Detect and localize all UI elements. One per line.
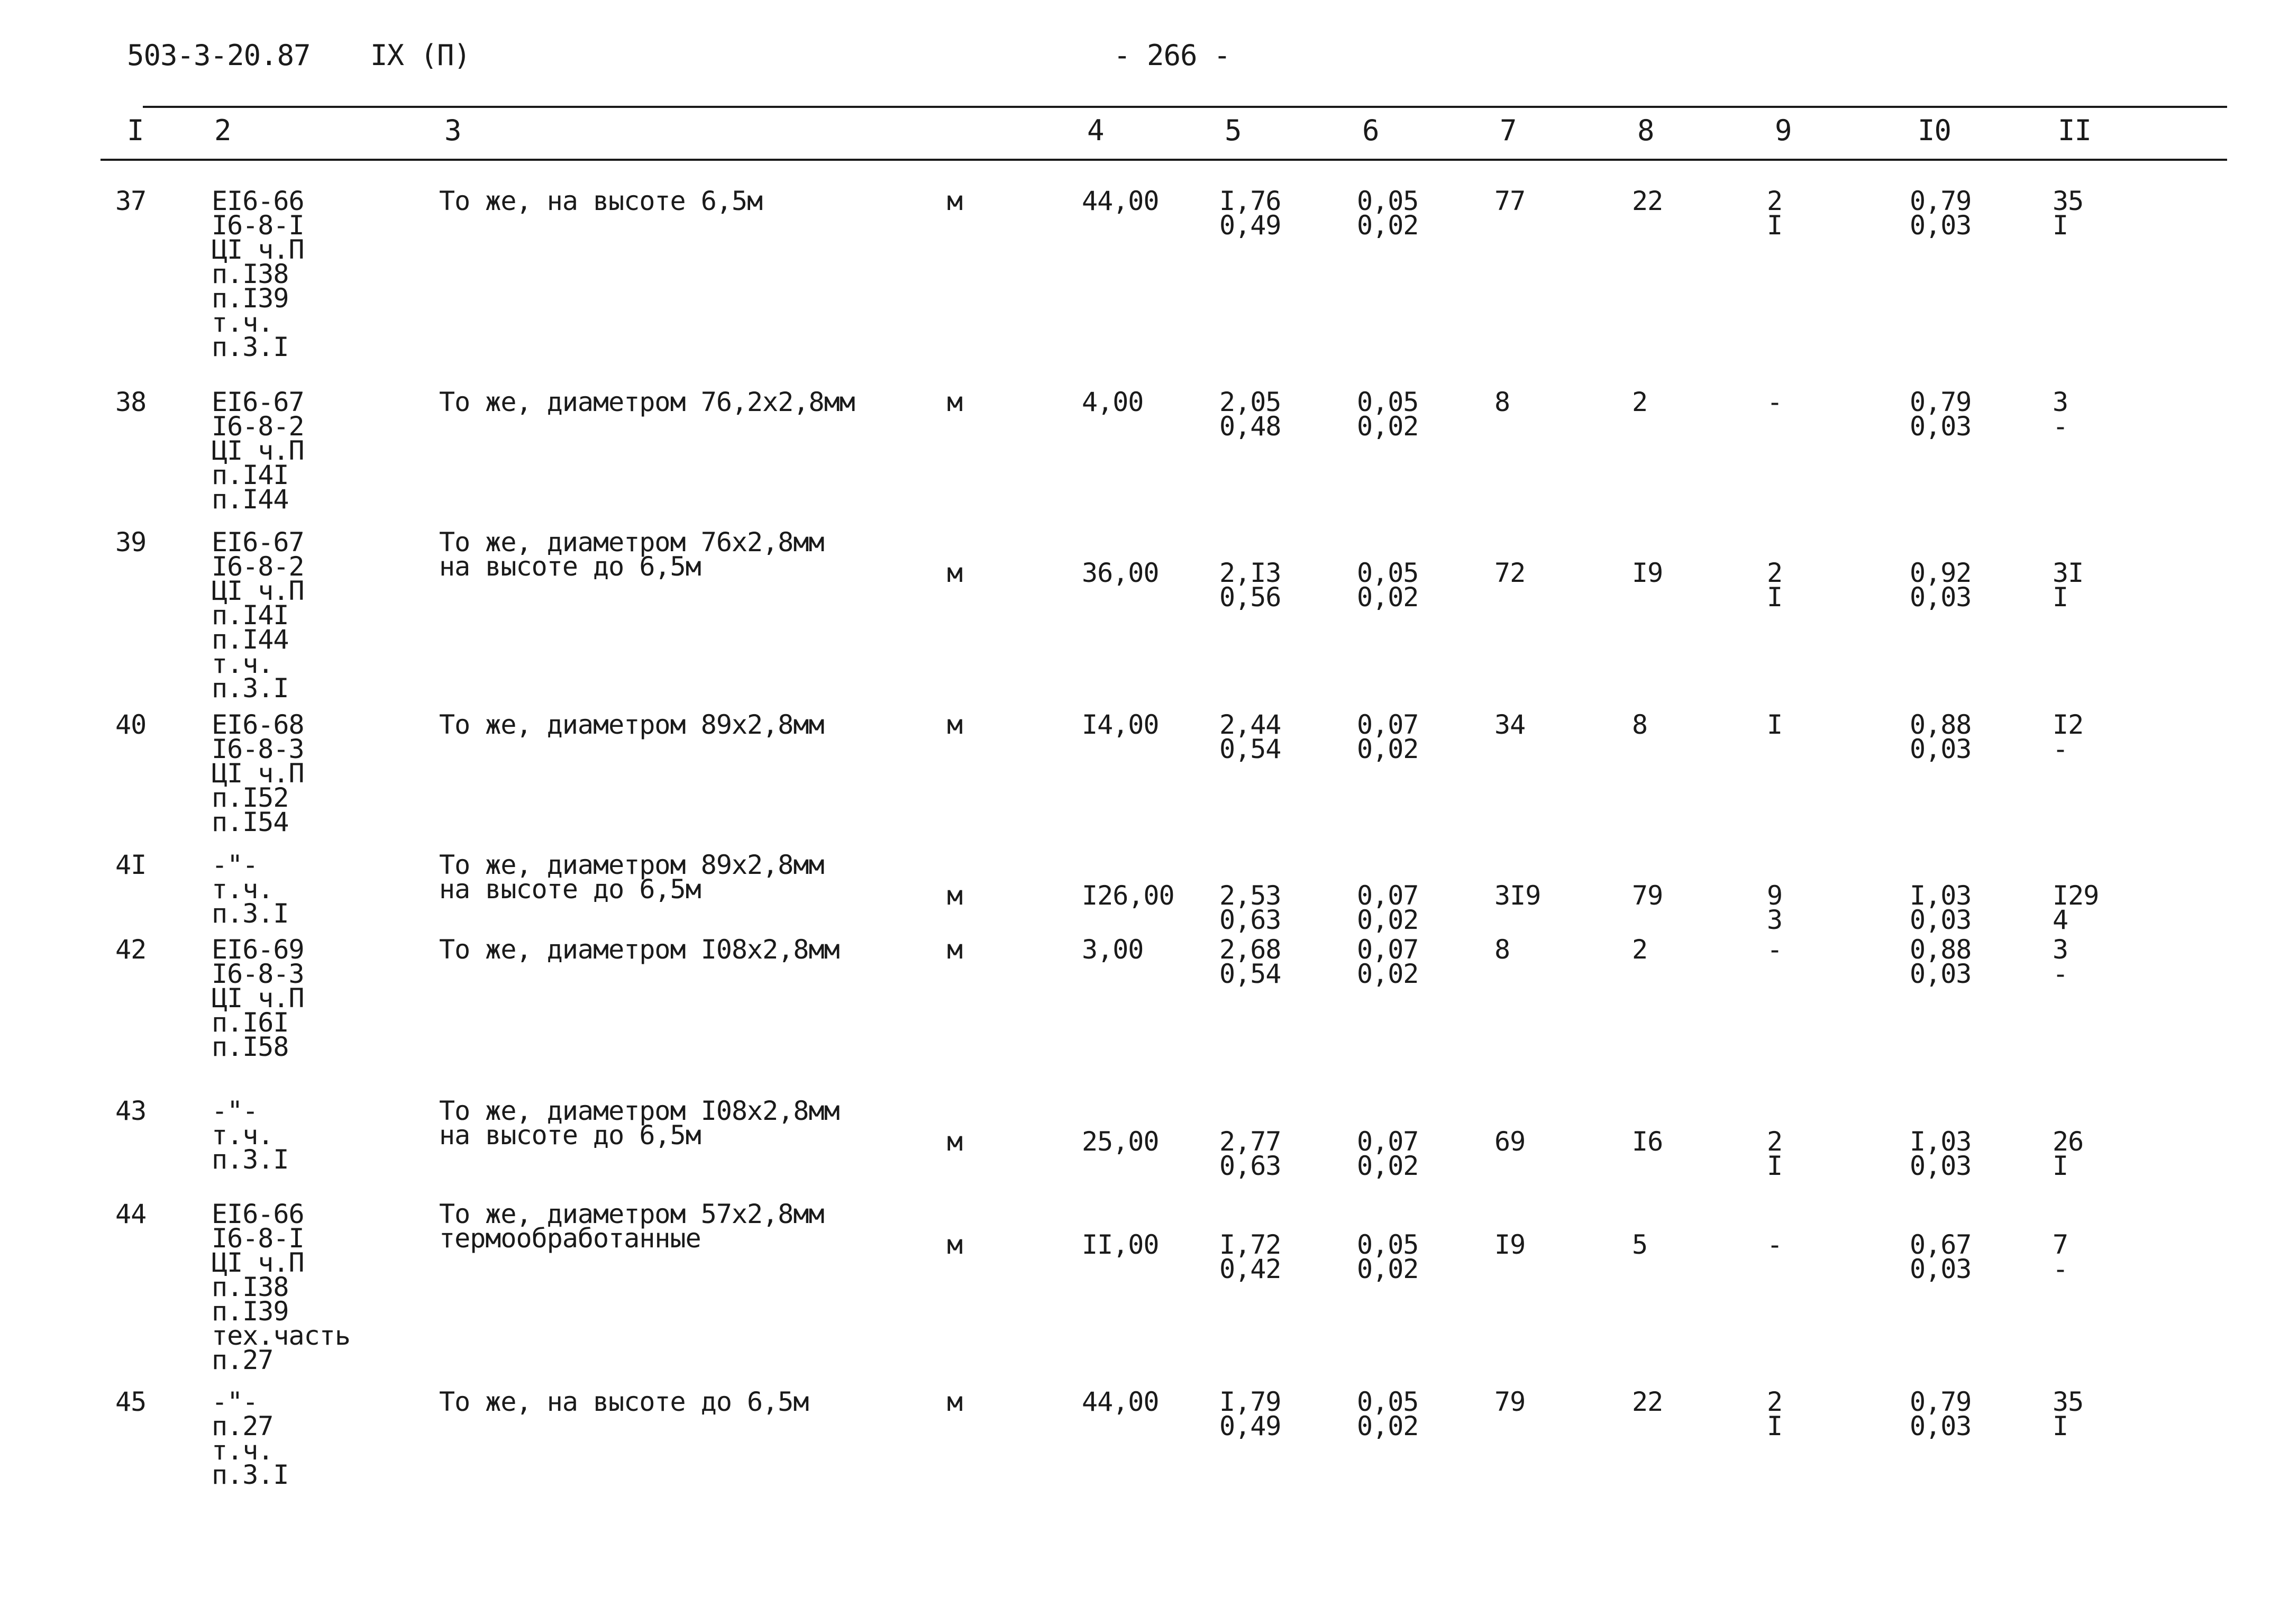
cell-col7: 77 <box>1494 186 1526 216</box>
row-number: 45 <box>115 1386 147 1417</box>
row-quantity: II,00 <box>1082 1229 1159 1260</box>
cell-col9: 2 <box>1767 186 1783 216</box>
row-unit: м <box>947 387 963 417</box>
cell-col6: 0,02 <box>1357 959 1419 989</box>
cell-col5: 0,56 <box>1219 582 1281 613</box>
column-header: 2 <box>214 114 231 147</box>
cell-col11: I29 <box>2053 880 2099 911</box>
cell-col5: 0,49 <box>1219 1411 1281 1441</box>
row-code-line: т.ч. <box>212 307 273 338</box>
cell-col6: 0,05 <box>1357 1386 1419 1417</box>
cell-col5: 0,42 <box>1219 1254 1281 1284</box>
row-code-line: п.I54 <box>212 807 289 837</box>
cell-col9: I <box>1767 709 1783 740</box>
cell-col10: 0,88 <box>1910 934 1972 965</box>
cell-col5: 2,44 <box>1219 709 1281 740</box>
column-header: 5 <box>1225 114 1242 147</box>
cell-col6: 0,05 <box>1357 558 1419 588</box>
cell-col9: 3 <box>1767 905 1783 935</box>
row-unit: м <box>947 934 963 965</box>
cell-col6: 0,02 <box>1357 411 1419 442</box>
cell-col11: I <box>2053 1151 2068 1181</box>
row-code-line: п.3.I <box>212 1459 289 1490</box>
row-code-line: ЦI ч.П <box>212 576 304 606</box>
cell-col6: 0,05 <box>1357 1229 1419 1260</box>
cell-col5: 0,48 <box>1219 411 1281 442</box>
row-code-line: EI6-66 <box>212 186 304 216</box>
row-code-line: т.ч. <box>212 1120 273 1151</box>
cell-col9: - <box>1767 387 1783 417</box>
row-number: 38 <box>115 387 147 417</box>
row-code-line: I6-8-3 <box>212 959 304 989</box>
cell-col5: I,72 <box>1219 1229 1281 1260</box>
row-code-line: I6-8-2 <box>212 411 304 442</box>
doc-code: 503-3-20.87 <box>127 39 311 72</box>
cell-col11: - <box>2053 734 2068 764</box>
row-quantity: 36,00 <box>1082 558 1159 588</box>
row-quantity: 3,00 <box>1082 934 1144 965</box>
cell-col7: 8 <box>1494 934 1510 965</box>
row-code-line: -"- <box>212 1386 258 1417</box>
cell-col5: 2,I3 <box>1219 558 1281 588</box>
cell-col10: 0,92 <box>1910 558 1972 588</box>
cell-col5: 2,68 <box>1219 934 1281 965</box>
cell-col10: 0,03 <box>1910 582 1972 613</box>
cell-col11: I <box>2053 210 2068 241</box>
cell-col7: 3I9 <box>1494 880 1541 911</box>
row-quantity: 25,00 <box>1082 1126 1159 1157</box>
cell-col11: 7 <box>2053 1229 2068 1260</box>
cell-col10: 0,79 <box>1910 1386 1972 1417</box>
cell-col11: - <box>2053 1254 2068 1284</box>
row-code-line: ЦI ч.П <box>212 234 304 265</box>
cell-col6: 0,07 <box>1357 880 1419 911</box>
cell-col6: 0,02 <box>1357 1254 1419 1284</box>
row-code-line: I6-8-I <box>212 210 304 241</box>
row-code-line: I6-8-2 <box>212 551 304 582</box>
row-unit: м <box>947 1229 963 1260</box>
cell-col7: 34 <box>1494 709 1526 740</box>
cell-col5: I,79 <box>1219 1386 1281 1417</box>
cell-col6: 0,02 <box>1357 1151 1419 1181</box>
row-description-line: термообработанные <box>439 1223 701 1254</box>
row-unit: м <box>947 186 963 216</box>
row-code-line: п.I38 <box>212 259 289 289</box>
cell-col11: 26 <box>2053 1126 2084 1157</box>
row-description-line: То же, на высоте до 6,5м <box>439 1386 809 1417</box>
cell-col5: 2,05 <box>1219 387 1281 417</box>
cell-col7: 72 <box>1494 558 1526 588</box>
row-code-line: ЦI ч.П <box>212 435 304 466</box>
row-code-line: I6-8-3 <box>212 734 304 764</box>
row-number: 44 <box>115 1199 147 1229</box>
cell-col6: 0,05 <box>1357 186 1419 216</box>
cell-col9: I <box>1767 582 1783 613</box>
column-header: 3 <box>444 114 461 147</box>
cell-col11: I2 <box>2053 709 2084 740</box>
cell-col5: 0,63 <box>1219 1151 1281 1181</box>
row-number: 37 <box>115 186 147 216</box>
cell-col6: 0,02 <box>1357 734 1419 764</box>
row-description-line: То же, на высоте 6,5м <box>439 186 763 216</box>
row-description-line: То же, диаметром 89х2,8мм <box>439 709 824 740</box>
cell-col10: 0,67 <box>1910 1229 1972 1260</box>
row-code-line: ЦI ч.П <box>212 983 304 1014</box>
row-unit: м <box>947 709 963 740</box>
column-header: I0 <box>1918 114 1951 147</box>
cell-col9: - <box>1767 1229 1783 1260</box>
row-quantity: 4,00 <box>1082 387 1144 417</box>
cell-col9: I <box>1767 1411 1783 1441</box>
row-code-line: EI6-68 <box>212 709 304 740</box>
cell-col8: 5 <box>1632 1229 1648 1260</box>
row-unit: м <box>947 1126 963 1157</box>
row-unit: м <box>947 558 963 588</box>
cell-col10: 0,03 <box>1910 210 1972 241</box>
cell-col10: 0,88 <box>1910 709 1972 740</box>
cell-col5: 2,77 <box>1219 1126 1281 1157</box>
row-unit: м <box>947 880 963 911</box>
cell-col11: I <box>2053 1411 2068 1441</box>
cell-col6: 0,07 <box>1357 1126 1419 1157</box>
page-number: - 266 - <box>1114 39 1230 72</box>
row-code-line: п.I58 <box>212 1032 289 1062</box>
row-number: 4I <box>115 850 147 880</box>
cell-col11: I <box>2053 582 2068 613</box>
row-code-line: п.27 <box>212 1411 273 1441</box>
cell-col6: 0,02 <box>1357 582 1419 613</box>
cell-col8: I6 <box>1632 1126 1663 1157</box>
cell-col6: 0,07 <box>1357 709 1419 740</box>
row-code-line: ЦI ч.П <box>212 1247 304 1278</box>
column-header: 7 <box>1500 114 1517 147</box>
row-number: 39 <box>115 527 147 558</box>
cell-col10: 0,79 <box>1910 387 1972 417</box>
cell-col11: - <box>2053 411 2068 442</box>
row-description-line: То же, диаметром 76х2,8мм <box>439 527 824 558</box>
cell-col10: 0,03 <box>1910 905 1972 935</box>
cell-col11: 4 <box>2053 905 2068 935</box>
column-header: 4 <box>1087 114 1104 147</box>
row-code-line: п.I4I <box>212 460 289 490</box>
row-code-line: -"- <box>212 850 258 880</box>
row-code-line: т.ч. <box>212 1435 273 1466</box>
row-code-line: п.I44 <box>212 624 289 655</box>
row-quantity: 44,00 <box>1082 186 1159 216</box>
cell-col6: 0,02 <box>1357 1411 1419 1441</box>
cell-col9: - <box>1767 934 1783 965</box>
cell-col10: 0,79 <box>1910 186 1972 216</box>
cell-col9: I <box>1767 1151 1783 1181</box>
cell-col10: I,03 <box>1910 880 1972 911</box>
column-header: II <box>2058 114 2092 147</box>
cell-col10: 0,03 <box>1910 734 1972 764</box>
row-code-line: п.I52 <box>212 782 289 813</box>
cell-col9: I <box>1767 210 1783 241</box>
row-code-line: п.3.I <box>212 332 289 362</box>
row-code-line: п.I39 <box>212 1296 289 1327</box>
row-number: 40 <box>115 709 147 740</box>
cell-col5: 0,54 <box>1219 734 1281 764</box>
row-code-line: п.3.I <box>212 898 289 929</box>
cell-col10: I,03 <box>1910 1126 1972 1157</box>
cell-col11: 3I <box>2053 558 2084 588</box>
cell-col10: 0,03 <box>1910 959 1972 989</box>
row-description-line: То же, диаметром I08х2,8мм <box>439 934 840 965</box>
cell-col8: 22 <box>1632 186 1663 216</box>
cell-col9: 2 <box>1767 1386 1783 1417</box>
table-top-rule <box>143 106 2227 108</box>
row-code-line: п.I44 <box>212 484 289 515</box>
doc-section: IX (П) <box>370 39 471 72</box>
row-description-line: То же, диаметром I08х2,8мм <box>439 1096 840 1126</box>
row-code-line: I6-8-I <box>212 1223 304 1254</box>
cell-col8: 8 <box>1632 709 1648 740</box>
cell-col8: 79 <box>1632 880 1663 911</box>
row-code-line: п.I4I <box>212 600 289 631</box>
cell-col10: 0,03 <box>1910 1411 1972 1441</box>
cell-col11: 3 <box>2053 387 2068 417</box>
cell-col7: 8 <box>1494 387 1510 417</box>
row-description-line: То же, диаметром 76,2х2,8мм <box>439 387 855 417</box>
cell-col8: 22 <box>1632 1386 1663 1417</box>
row-code-line: ЦI ч.П <box>212 758 304 789</box>
row-code-line: п.I39 <box>212 283 289 314</box>
row-code-line: -"- <box>212 1096 258 1126</box>
cell-col10: 0,03 <box>1910 1151 1972 1181</box>
row-code-line: п.27 <box>212 1345 273 1375</box>
cell-col6: 0,07 <box>1357 934 1419 965</box>
cell-col11: 35 <box>2053 1386 2084 1417</box>
row-number: 43 <box>115 1096 147 1126</box>
row-code-line: т.ч. <box>212 649 273 679</box>
cell-col9: 2 <box>1767 558 1783 588</box>
row-quantity: I26,00 <box>1082 880 1174 911</box>
row-code-line: EI6-67 <box>212 387 304 417</box>
row-code-line: т.ч. <box>212 874 273 905</box>
cell-col11: - <box>2053 959 2068 989</box>
row-number: 42 <box>115 934 147 965</box>
cell-col5: 0,49 <box>1219 210 1281 241</box>
cell-col8: I9 <box>1632 558 1663 588</box>
cell-col7: 79 <box>1494 1386 1526 1417</box>
row-code-line: EI6-66 <box>212 1199 304 1229</box>
cell-col5: 0,63 <box>1219 905 1281 935</box>
cell-col8: 2 <box>1632 387 1648 417</box>
cell-col7: 69 <box>1494 1126 1526 1157</box>
row-code-line: п.I38 <box>212 1272 289 1302</box>
row-description-line: То же, диаметром 57х2,8мм <box>439 1199 824 1229</box>
cell-col11: 3 <box>2053 934 2068 965</box>
cell-col6: 0,02 <box>1357 905 1419 935</box>
column-header: 8 <box>1637 114 1654 147</box>
cell-col5: 0,54 <box>1219 959 1281 989</box>
row-quantity: 44,00 <box>1082 1386 1159 1417</box>
row-description-line: То же, диаметром 89х2,8мм <box>439 850 824 880</box>
cell-col7: I9 <box>1494 1229 1526 1260</box>
column-header: 6 <box>1362 114 1379 147</box>
cell-col10: 0,03 <box>1910 411 1972 442</box>
cell-col6: 0,05 <box>1357 387 1419 417</box>
cell-col9: 9 <box>1767 880 1783 911</box>
cell-col6: 0,02 <box>1357 210 1419 241</box>
cell-col9: 2 <box>1767 1126 1783 1157</box>
row-code-line: EI6-69 <box>212 934 304 965</box>
row-unit: м <box>947 1386 963 1417</box>
table-header-rule <box>101 159 2227 161</box>
cell-col5: 2,53 <box>1219 880 1281 911</box>
row-quantity: I4,00 <box>1082 709 1159 740</box>
cell-col5: I,76 <box>1219 186 1281 216</box>
column-header: 9 <box>1775 114 1792 147</box>
row-code-line: тех.часть <box>212 1320 350 1351</box>
row-description-line: на высоте до 6,5м <box>439 1120 701 1151</box>
row-code-line: п.I6I <box>212 1007 289 1038</box>
cell-col8: 2 <box>1632 934 1648 965</box>
row-code-line: EI6-67 <box>212 527 304 558</box>
cell-col11: 35 <box>2053 186 2084 216</box>
row-code-line: п.3.I <box>212 673 289 704</box>
row-code-line: п.3.I <box>212 1144 289 1175</box>
column-header: I <box>127 114 144 147</box>
cell-col10: 0,03 <box>1910 1254 1972 1284</box>
row-description-line: на высоте до 6,5м <box>439 551 701 582</box>
row-description-line: на высоте до 6,5м <box>439 874 701 905</box>
